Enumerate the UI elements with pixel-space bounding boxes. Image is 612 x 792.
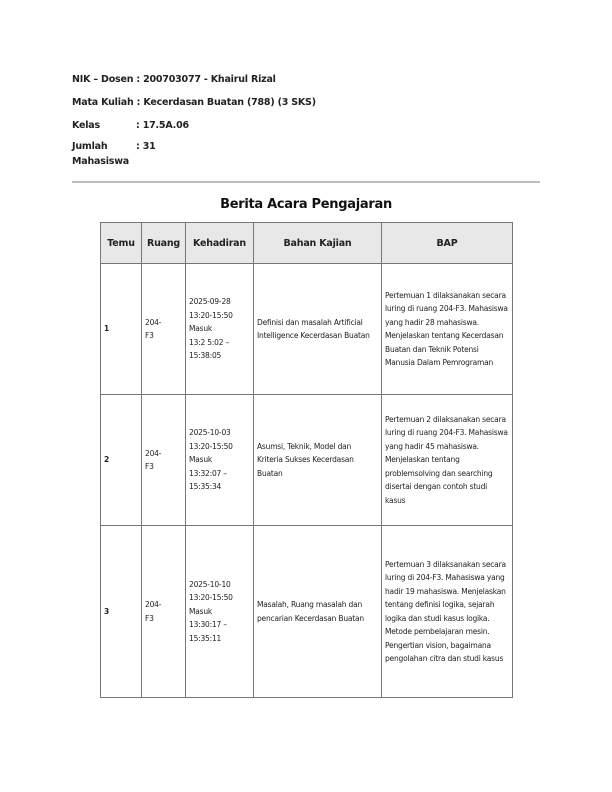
table-row [101,264,513,395]
col-header-temu: Temu [101,223,142,264]
col-header-ruang: Ruang [142,223,186,264]
col-header-bap: BAP [382,223,513,264]
cell-ruang: 204- F3 [142,264,186,395]
cell-bap: Pertemuan 2 dilaksanakan secara luring di ruang 204-F3. Mahasiswa yang hadir 45 mahasiswa. Menjelaskan tentang problemsolving dan searching disertai dengan contoh studi kasus [382,395,513,526]
class-label: Kelas [72,120,100,131]
table-row [101,526,513,698]
cell-kehadiran: 2025-10-03 13:20-15:50 Masuk 13:32:07 – 15:35:34 [186,395,254,526]
col-header-kehadiran: Kehadiran [186,223,254,264]
cell-temu: 2 [101,395,142,526]
students-line [72,141,156,152]
cell-bahan-kajian: Definisi dan masalah Artificial Intelligence Kecerdasan Buatan [254,264,382,395]
class-line [72,120,189,131]
cell-bahan-kajian: Masalah, Ruang masalah dan pencarian Kecerdasan Buatan [254,526,382,698]
course-line: Mata Kuliah : Kecerdasan Buatan (788) (3 SKS) [72,97,316,108]
cell-temu: 3 [101,526,142,698]
cell-ruang: 204- F3 [142,526,186,698]
students-value: : 31 [136,141,156,152]
class-value: : 17.5A.06 [136,120,189,131]
cell-kehadiran: 2025-09-28 13:20-15:50 Masuk 13:2 5:02 – 15:38:05 [186,264,254,395]
cell-temu: 1 [101,264,142,395]
col-header-bahan-kajian: Bahan Kajian [254,223,382,264]
table-row [101,395,513,526]
cell-bahan-kajian: Asumsi, Teknik, Model dan Kriteria Sukses Kecerdasan Buatan [254,395,382,526]
cell-kehadiran: 2025-10-10 13:20-15:50 Masuk 13:30:17 – 15:35:11 [186,526,254,698]
table-header-row [101,223,513,264]
students-label-line2: Mahasiswa [72,156,129,167]
lecturer-line: NIK – Dosen : 200703077 - Khairul Rizal [72,74,276,85]
students-label: Jumlah [72,141,108,152]
teaching-report-table [100,222,513,698]
header-divider [72,181,540,183]
cell-bap: Pertemuan 3 dilaksanakan secara luring di 204-F3. Mahasiswa yang hadir 19 mahasiswa. Menjelaskan tentang definisi logika, sejarah logika dan studi kasus logika. Metode pembelajaran mesin. Pengertian vision, bagaimana pengolahan citra dan studi kasus [382,526,513,698]
page-title: Berita Acara Pengajaran [220,197,392,212]
cell-bap: Pertemuan 1 dilaksanakan secara luring di ruang 204-F3. Mahasiswa yang hadir 28 mahasiswa. Menjelaskan tentang Kecerdasan Buatan dan Teknik Potensi Manusia Dalam Pemrograman [382,264,513,395]
cell-ruang: 204- F3 [142,395,186,526]
